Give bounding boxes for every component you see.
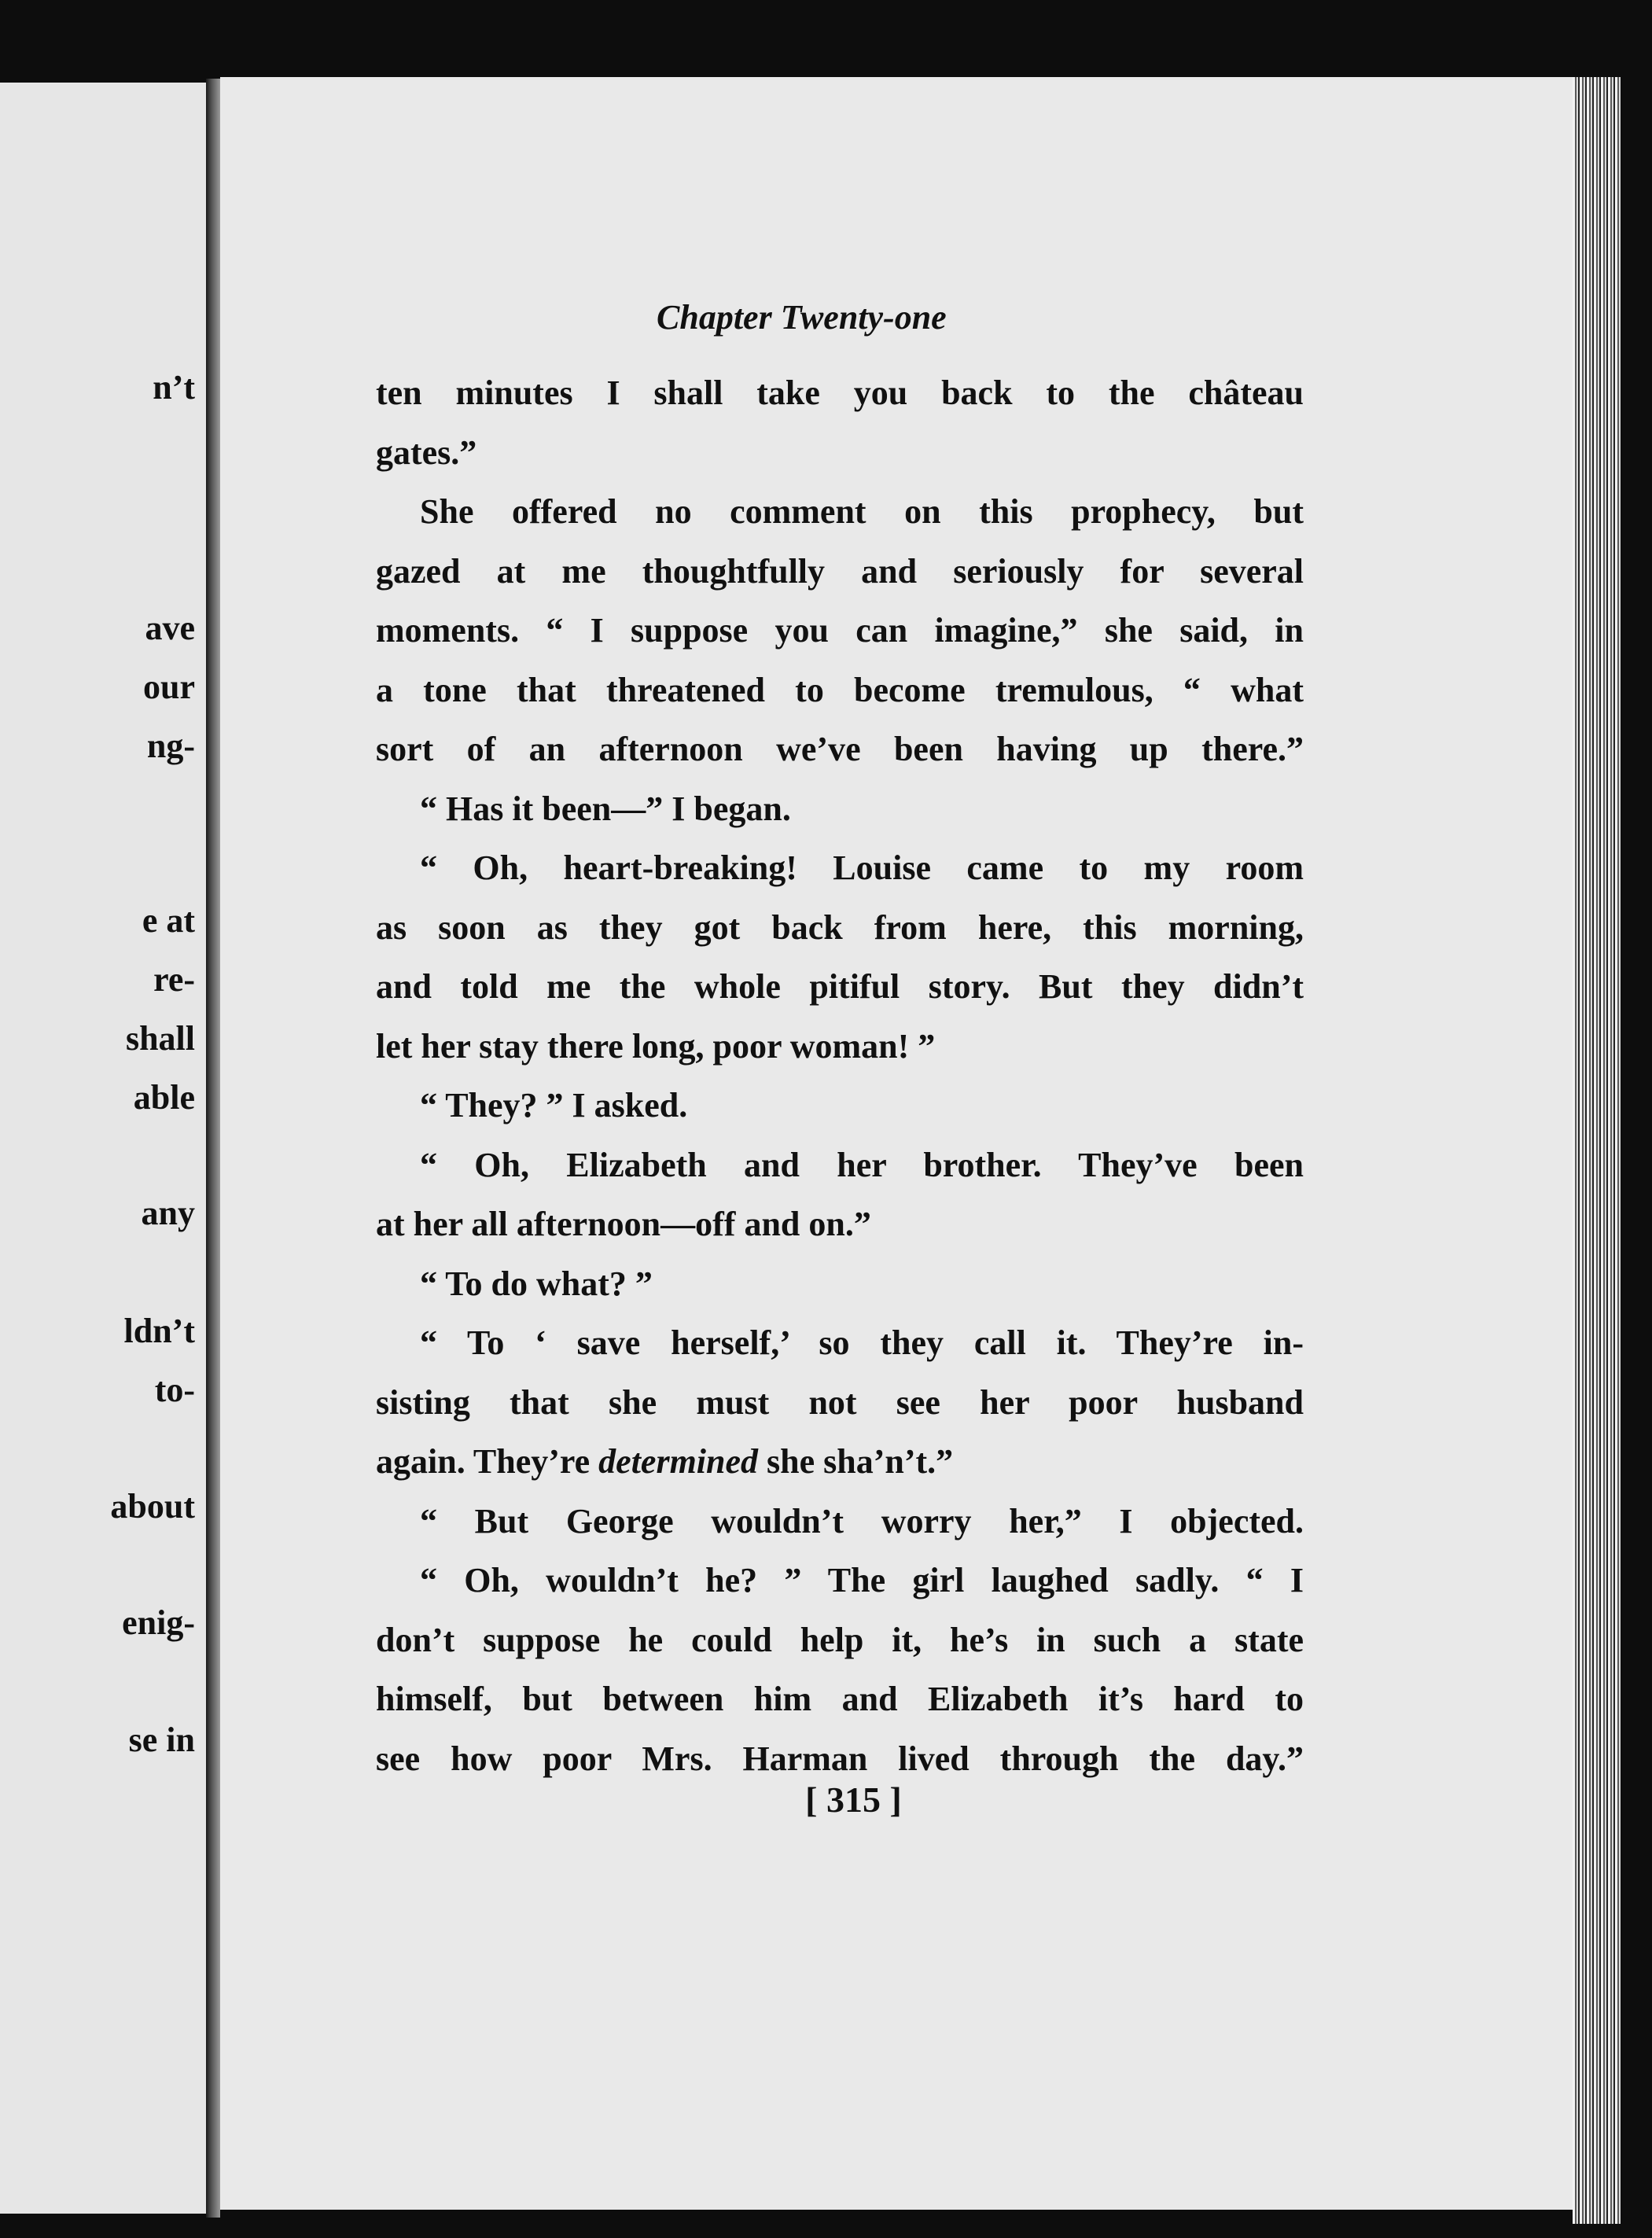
text-line: “ To do what? ”: [420, 1264, 653, 1303]
left-page-fragment: ng-: [146, 727, 195, 765]
text-line: gates.”: [376, 433, 477, 472]
text-line: see how poor Mrs. Harman lived through the day.”: [376, 1739, 1304, 1778]
left-page-fragment: n’t: [153, 368, 195, 407]
text-line: “ Oh, wouldn’t he? ” The girl laughed sadly. “ I: [420, 1561, 1304, 1599]
text-line-with-italic: [376, 1432, 1304, 1492]
text-line: as soon as they got back from here, this morning,: [376, 907, 1304, 947]
page-edges: [1573, 77, 1652, 2224]
body-text: [376, 363, 1304, 1788]
text-line: and told me the whole pitiful story. But they didn’t: [376, 967, 1304, 1006]
text-line: let her stay there long, poor woman! ”: [376, 1026, 936, 1066]
text-line: “ To ‘ save herself,’ so they call it. They’re in-: [420, 1323, 1304, 1362]
text-line: at her all afternoon—off and on.”: [376, 1205, 871, 1243]
text-line: gazed at me thoughtfully and seriously for several: [376, 551, 1304, 591]
running-head: Chapter Twenty-one: [657, 298, 947, 337]
text-line: “ Oh, heart-breaking! Louise came to my room: [420, 848, 1304, 887]
left-page-fragment: ldn’t: [123, 1312, 195, 1350]
text-line: ten minutes I shall take you back to the château: [376, 374, 1304, 412]
text-line: She offered no comment on this prophecy, but: [420, 492, 1304, 531]
book-gutter: [206, 79, 220, 2218]
italic-emphasis-line: again. They’re determined she sha’n’t.”: [376, 1442, 954, 1481]
left-page-fragment: enig-: [122, 1603, 195, 1642]
text-line: don’t suppose he could help it, he’s in such a state: [376, 1620, 1304, 1659]
left-page-fragment: e at: [142, 901, 195, 940]
page-number: [ 315 ]: [805, 1780, 902, 1820]
left-page-fragment: able: [133, 1078, 195, 1117]
text-line: “ Has it been—” I began.: [420, 789, 791, 828]
left-page-fragment: shall: [125, 1019, 195, 1058]
left-page-fragment: to-: [154, 1371, 195, 1409]
left-page-fragment: any: [141, 1194, 195, 1232]
text-line: “ They? ” I asked.: [420, 1086, 688, 1125]
text-line: “ But George wouldn’t worry her,” I objected.: [420, 1501, 1304, 1540]
left-page: [0, 83, 211, 2214]
text-line: sort of an afternoon we’ve been having up there.”: [376, 730, 1304, 768]
left-page-fragment: about: [110, 1487, 195, 1526]
page-number-wrap: [0, 1779, 1652, 1820]
text-line: sisting that she must not see her poor husband: [376, 1382, 1304, 1422]
left-page-fragment: ave: [145, 609, 195, 647]
text-line: “ Oh, Elizabeth and her brother. They’ve been: [420, 1145, 1304, 1184]
left-page-fragment: our: [143, 668, 195, 706]
text-line: a tone that threatened to become tremulous, “ what: [376, 670, 1304, 709]
left-page-fragment: se in: [128, 1721, 195, 1759]
text-line: himself, but between him and Elizabeth it’s hard to: [376, 1680, 1304, 1718]
left-page-fragment: re-: [153, 960, 195, 999]
text-line: moments. “ I suppose you can imagine,” she said, in: [376, 611, 1304, 650]
